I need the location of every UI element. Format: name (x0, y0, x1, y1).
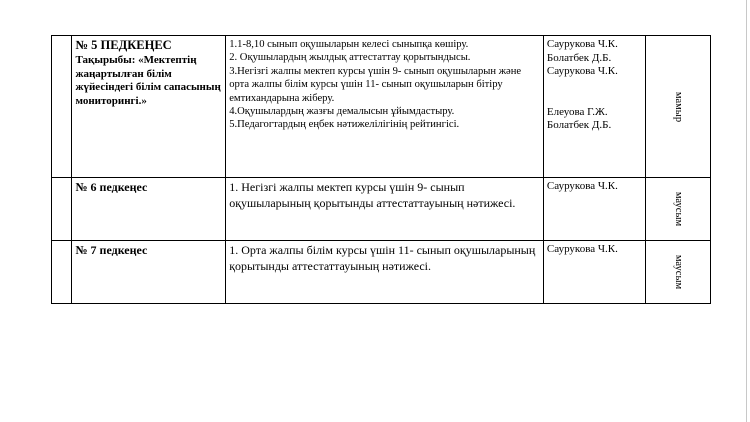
council-title: № 6 педкеңес (75, 180, 148, 194)
responsible-cell (543, 36, 645, 178)
responsible-cell (543, 241, 645, 304)
month-label: маусым (672, 191, 684, 227)
council-topic: Тақырыбы: «Мектептің жаңартылған білім жүйесіндегі білім сапасының мониторингі.» (75, 54, 221, 107)
responsible-person: Болатбек Д.Б. (546, 51, 612, 64)
task-item: 1.1-8,10 сынып оқушыларын келесі сыныпқа көшіру. (229, 39, 469, 50)
task-item: 5.Педагогтардың еңбек нәтижелілігінің рейтингісі. (229, 119, 460, 131)
month-cell (646, 36, 711, 178)
month-cell (646, 241, 711, 304)
responsible-person: Елеуова Г.Ж. (546, 105, 608, 118)
council-table (51, 35, 711, 304)
council-title: № 5 ПЕДКЕҢЕС (75, 38, 172, 52)
responsible-cell (543, 178, 645, 241)
responsible-person: Болатбек Д.Б. (546, 119, 612, 132)
tasks-cell (226, 36, 544, 178)
task-item: 2. Оқушылардың жылдық аттестаттау қорытындысы. (229, 52, 471, 64)
task-item: 3.Негізгі жалпы мектеп курсы үшін 9- сынып оқушыларын және орта жалпы білім курсы үшін 11- сынып оқушыларын бітіру емтихандарына жіберу. (229, 65, 522, 104)
council-cell (72, 36, 226, 178)
month-label: маусым (672, 254, 684, 290)
council-cell (72, 241, 226, 304)
council-cell (72, 178, 226, 241)
page-edge-line (746, 0, 747, 422)
task-item: 1. Негізгі жалпы мектеп курсы үшін 9- сынып оқушыларының қорытынды аттестаттауының нәтижесі. (229, 180, 516, 210)
responsible-person: Саурукова Ч.К. (546, 38, 618, 50)
responsible-person: Саурукова Ч.К. (546, 65, 618, 78)
month-cell (646, 178, 711, 241)
row-number-cell (52, 241, 72, 304)
month-label: мамыр (672, 91, 684, 122)
tasks-cell (226, 178, 544, 241)
task-item: 1. Орта жалпы білім курсы үшін 11- сынып оқушыларының қорытынды аттестаттауының нәтижесі. (229, 243, 536, 273)
council-title: № 7 педкеңес (75, 243, 148, 257)
task-item: 4.Оқушылардың жазғы демалысын ұйымдастыру. (229, 106, 455, 118)
tasks-cell (226, 241, 544, 304)
row-number-cell (52, 36, 72, 178)
table-row (52, 241, 711, 304)
row-number-cell (52, 178, 72, 241)
responsible-person: Саурукова Ч.К. (546, 180, 618, 192)
table-row (52, 178, 711, 241)
responsible-person: Саурукова Ч.К. (546, 243, 618, 255)
table-row (52, 36, 711, 178)
